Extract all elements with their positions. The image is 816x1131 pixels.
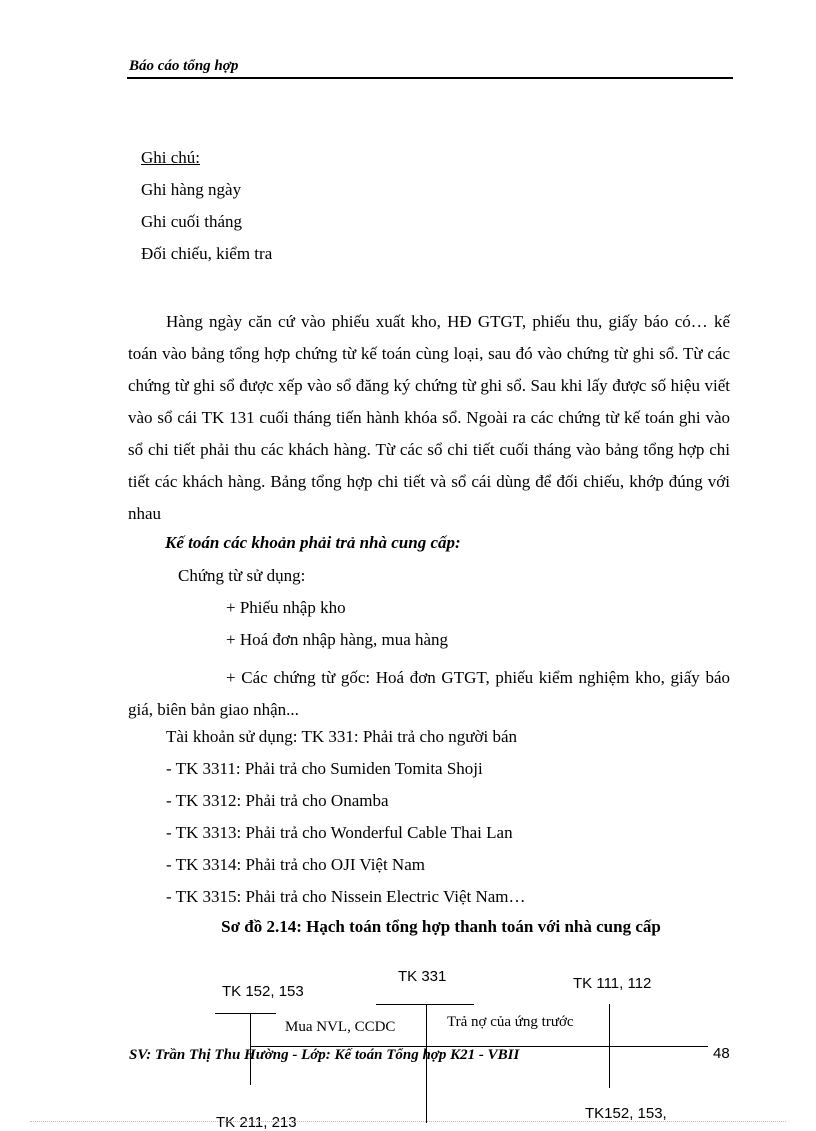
document-item: + Phiếu nhập kho: [226, 598, 346, 617]
tk331-horizontal-line: [376, 1004, 474, 1005]
account-tk331: TK 331: [398, 968, 447, 985]
diagram-title: Sơ đồ 2.14: Hạch toán tổng hợp thanh toán với nhà cung cấp: [221, 917, 661, 936]
body-paragraph: Hàng ngày căn cứ vào phiếu xuất kho, HĐ GTGT, phiếu thu, giấy báo có… kế toán vào bảng tổng hợp chứng từ kế toán cùng loại, sau đó vào chứng từ ghi sổ. Từ các chứng từ ghi sổ được xếp vào sổ đăng ký chứng từ ghi sổ. Sau khi lấy được số hiệu viết vào sổ cái TK 131 cuối tháng tiến hành khóa sổ. Ngoài ra các chứng từ kế toán ghi vào sổ chi tiết phải thu các khách hàng. Từ các sổ chi tiết cuối tháng vào bảng tổng hợp chi tiết các khách hàng. Bảng tổng hợp chi tiết và sổ cái dùng để đối chiếu, khớp đúng với nhau: [128, 312, 730, 523]
account-tk211-213: TK 211, 213: [216, 1114, 297, 1131]
section-heading: Kế toán các khoản phải trả nhà cung cấp:: [165, 533, 461, 552]
document-item: + Các chứng từ gốc: Hoá đơn GTGT, phiếu kiểm nghiệm kho, giấy báo giá, biên bản giao nhận...: [128, 668, 730, 719]
page-edge: [30, 1121, 786, 1122]
sub-account: - TK 3312: Phải trả cho Onamba: [166, 791, 389, 810]
note-daily: Ghi hàng ngày: [141, 180, 242, 199]
header-rule: [127, 77, 733, 79]
sub-account: - TK 3315: Phải trả cho Nissein Electric Việt Nam…: [166, 887, 526, 906]
document-item: + Hoá đơn nhập hàng, mua hàng: [226, 630, 449, 649]
flow-buy-label: Mua NVL, CCDC: [285, 1019, 396, 1035]
sub-account: - TK 3314: Phải trả cho OJI Việt Nam: [166, 855, 425, 874]
flow-prepay-label: Trả nợ của ứng trước: [447, 1014, 574, 1030]
note-monthly: Ghi cuối tháng: [141, 212, 243, 231]
notes-title: Ghi chú:: [141, 148, 201, 167]
footer-text: SV: Trần Thị Thu Hường - Lớp: Kế toán Tổng hợp K21 - VBII: [129, 1047, 520, 1063]
account-tk152-153-b: TK152, 153,: [585, 1105, 667, 1122]
tk152-horizontal-line: [215, 1013, 276, 1014]
account-line: Tài khoản sử dụng: TK 331: Phải trả cho người bán: [166, 727, 517, 746]
header-title: Báo cáo tổng hợp: [129, 58, 239, 74]
account-tk152-153: TK 152, 153: [222, 983, 304, 1000]
sub-account: - TK 3313: Phải trả cho Wonderful Cable Thai Lan: [166, 823, 513, 842]
documents-label: Chứng từ sử dụng:: [178, 566, 306, 585]
note-reconcile: Đối chiếu, kiểm tra: [141, 244, 273, 263]
sub-account: - TK 3311: Phải trả cho Sumiden Tomita Shoji: [166, 759, 483, 778]
page-number: 48: [713, 1045, 730, 1062]
account-tk111-112: TK 111, 112: [573, 975, 652, 992]
